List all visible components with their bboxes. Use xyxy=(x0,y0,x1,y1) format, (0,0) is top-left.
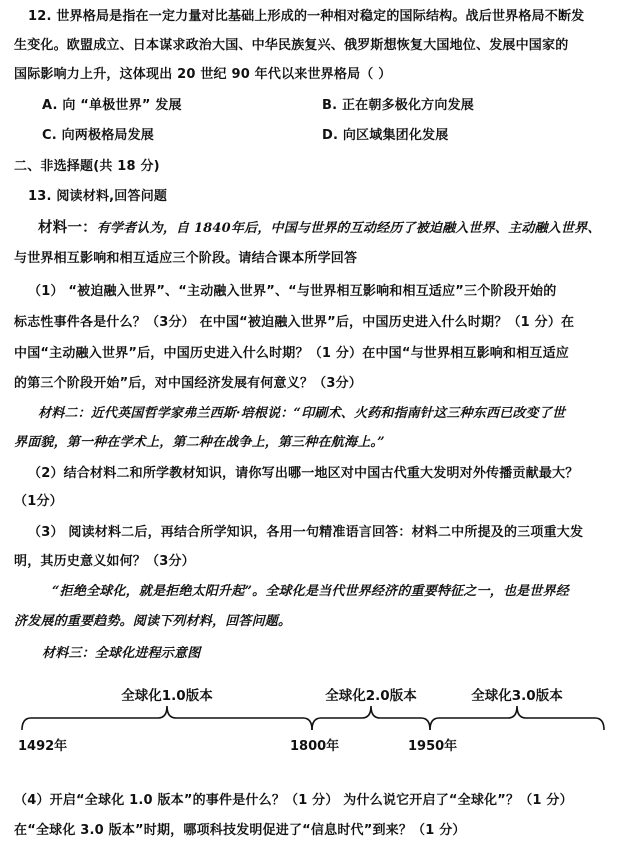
timeline-tick-label-1: 1492年 xyxy=(18,739,68,754)
timeline-period-label-2: 全球化2.0版本 xyxy=(325,688,417,704)
sub1-line-2: 标志性事件各是什么？（3分） 在中国“被迫融入世界”后，中国历史进入什么时期？（1 分）在 xyxy=(14,315,575,330)
material1-line-2: 与世界相互影响和相互适应三个阶段。请结合课本所学回答 xyxy=(14,251,358,266)
timeline-tick-label-2: 1800年 xyxy=(290,739,340,754)
timeline-brace-2 xyxy=(312,706,430,730)
material2-line-1: 材料二：近代英国哲学家弗兰西斯·培根说：“印刷术、火药和指南针这三种东西已改变了世 xyxy=(38,406,566,421)
sub2-line-2: （1分） xyxy=(14,494,63,509)
sub3-line-1: （3） 阅读材料二后，再结合所学知识，各用一句精准语言回答：材料二中所提及的三项重大发 xyxy=(28,525,584,540)
sub4-line-2: 在“全球化 3.0 版本”时期，哪项科技发明促进了“信息时代”到来？（1 分） xyxy=(14,823,466,838)
sub2-line-1: （2）结合材料二和所学教材知识，请你写出哪一地区对中国古代重大发明对外传播贡献最大？ xyxy=(28,466,579,481)
material2-line-2: 界面貌，第一种在学术上，第二种在战争上，第三种在航海上。” xyxy=(14,435,385,450)
timeline-brace-1 xyxy=(22,706,312,730)
section-heading: 二、非选择题(共 18 分) xyxy=(14,159,160,174)
material1-line-1 xyxy=(38,219,601,238)
q12-option-d: D. 向区域集团化发展 xyxy=(322,128,449,143)
material1-label: 材料一： xyxy=(38,220,97,236)
q12-option-c: C. 向两极格局发展 xyxy=(42,128,155,143)
material1-text: 有学者认为，自 1840年后，中国与世界的互动经历了被迫融入世界、主动融入世界、 xyxy=(96,221,601,236)
sub1-line-4: 的第三个阶段开始”后，对中国经济发展有何意义？（3分） xyxy=(14,376,362,391)
sub3-line-2: 明，其历史意义如何？（3分） xyxy=(14,554,195,569)
sub1-line-1: （1） “被迫融入世界”、“主动融入世界”、“与世界相互影响和相互适应”三个阶段开始的 xyxy=(28,284,557,299)
timeline-period-label-1: 全球化1.0版本 xyxy=(121,688,213,704)
timeline-period-label-3: 全球化3.0版本 xyxy=(471,688,563,704)
q12-option-a: A. 向 “单极世界” 发展 xyxy=(42,98,182,113)
sub1-line-3: 中国“主动融入世界”后，中国历史进入什么时期？（1 分）在中国“与世界相互影响和相互适应 xyxy=(14,346,570,361)
globalization-timeline xyxy=(0,670,638,765)
q12-line-1: 12. 世界格局是指在一定力量对比基础上形成的一种相对稳定的国际结构。战后世界格局不断发 xyxy=(28,9,585,24)
q12-line-2: 生变化。欧盟成立、日本谋求政治大国、中华民族复兴、俄罗斯想恢复大国地位、发展中国家的 xyxy=(14,38,569,53)
quote-line-2: 济发展的重要趋势。阅读下列材料，回答问题。 xyxy=(14,614,292,629)
q12-line-3: 国际影响力上升，这体现出 20 世纪 90 年代以来世界格局（ ） xyxy=(14,67,392,82)
q12-option-b: B. 正在朝多极化方向发展 xyxy=(322,98,474,113)
timeline-brace-3 xyxy=(430,706,604,730)
q13-title: 13. 阅读材料,回答问题 xyxy=(28,189,168,204)
timeline-tick-label-3: 1950年 xyxy=(408,739,458,754)
material3-label: 材料三：全球化进程示意图 xyxy=(42,646,201,661)
quote-line-1: “拒绝全球化，就是拒绝太阳升起”。全球化是当代世界经济的重要特征之一，也是世界经 xyxy=(52,584,569,599)
sub4-line-1: （4）开启“全球化 1.0 版本”的事件是什么？（1 分） 为什么说它开启了“全球化”？（1 分） xyxy=(14,793,573,808)
